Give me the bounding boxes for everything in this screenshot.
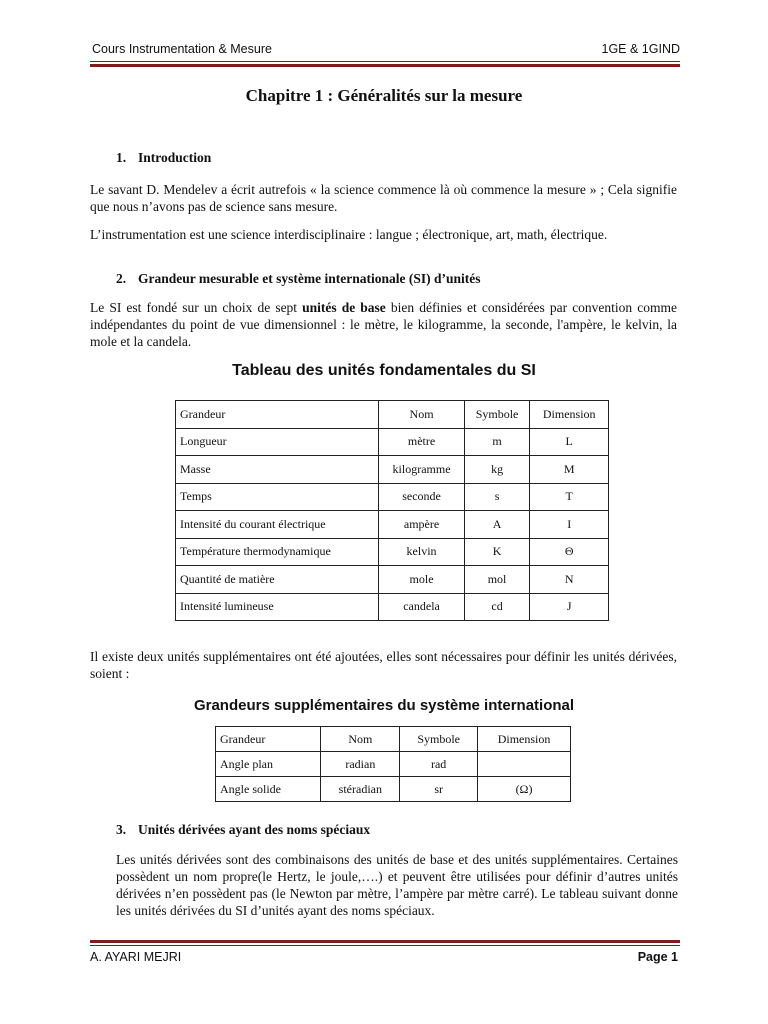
section-number: 3. xyxy=(116,822,127,837)
footer-page-number: Page 1 xyxy=(637,950,678,964)
table-cell: kelvin xyxy=(379,538,464,566)
table-cell: Température thermodynamique xyxy=(176,538,379,566)
table-cell: N xyxy=(530,566,609,594)
header-cell: Grandeur xyxy=(176,401,379,429)
table-cell: ampère xyxy=(379,511,464,539)
footer-author: A. AYARI MEJRI xyxy=(90,950,182,964)
table-row xyxy=(176,456,609,484)
si-base-units-table xyxy=(175,400,609,621)
table-cell: s xyxy=(464,483,530,511)
table-cell: candela xyxy=(379,593,464,621)
header-cell: Nom xyxy=(379,401,464,429)
section-number: 1. xyxy=(116,150,127,165)
table-cell: Intensité du courant électrique xyxy=(176,511,379,539)
table-row xyxy=(216,752,571,777)
intro-paragraph-2: L’instrumentation est une science interdisciplinaire : langue ; électronique, art, math, électrique. xyxy=(90,227,608,242)
section-heading-3 xyxy=(116,822,370,838)
footer-rule-thick xyxy=(90,940,680,943)
table2-title: Grandeurs supplémentaires du système international xyxy=(193,697,575,714)
si-p1-bold: unités de base xyxy=(302,300,386,315)
table1-title: Tableau des unités fondamentales du SI xyxy=(232,362,536,379)
table-cell: Intensité lumineuse xyxy=(176,593,379,621)
section-title: Grandeur mesurable et système internationale (SI) d’unités xyxy=(138,271,481,286)
section-heading-1 xyxy=(116,150,211,166)
header-course-title: Cours Instrumentation & Mesure xyxy=(92,42,272,56)
header-cell: Symbole xyxy=(400,727,478,752)
table-cell: kilogramme xyxy=(379,456,464,484)
page-header xyxy=(92,42,680,56)
table-cell: M xyxy=(530,456,609,484)
table-cell: A xyxy=(464,511,530,539)
si-supplementary-units-table xyxy=(215,726,571,802)
table-cell: rad xyxy=(400,752,478,777)
table-cell: radian xyxy=(321,752,400,777)
table-row xyxy=(176,428,609,456)
table-row xyxy=(216,777,571,802)
header-rule-thick xyxy=(90,64,680,67)
section-heading-2 xyxy=(116,271,480,287)
header-cell: Symbole xyxy=(464,401,530,429)
table-row xyxy=(176,566,609,594)
table-cell: Masse xyxy=(176,456,379,484)
header-rule-thin xyxy=(90,61,680,62)
table-row xyxy=(176,483,609,511)
table-row xyxy=(176,538,609,566)
table-cell: I xyxy=(530,511,609,539)
table-cell xyxy=(478,752,571,777)
header-cell: Dimension xyxy=(530,401,609,429)
table-header-row xyxy=(176,401,609,429)
table-row xyxy=(176,511,609,539)
header-cell: Dimension xyxy=(478,727,571,752)
table-cell: Longueur xyxy=(176,428,379,456)
table-cell: T xyxy=(530,483,609,511)
section-number: 2. xyxy=(116,271,127,286)
table-cell: kg xyxy=(464,456,530,484)
table-cell: Quantité de matière xyxy=(176,566,379,594)
header-cell: Nom xyxy=(321,727,400,752)
table-cell: Θ xyxy=(530,538,609,566)
table-cell: cd xyxy=(464,593,530,621)
table-cell: stéradian xyxy=(321,777,400,802)
table-cell: m xyxy=(464,428,530,456)
table-cell: sr xyxy=(400,777,478,802)
table-cell: (Ω) xyxy=(478,777,571,802)
table-cell: mol xyxy=(464,566,530,594)
section-title: Introduction xyxy=(138,150,212,165)
si-paragraph-1 xyxy=(90,299,677,350)
table-cell: mètre xyxy=(379,428,464,456)
table-cell: L xyxy=(530,428,609,456)
header-cell: Grandeur xyxy=(216,727,321,752)
section-title: Unités dérivées ayant des noms spéciaux xyxy=(138,822,371,837)
footer-rule-thin xyxy=(90,945,680,946)
table-row xyxy=(176,593,609,621)
table-cell: J xyxy=(530,593,609,621)
table-cell: seconde xyxy=(379,483,464,511)
si-paragraph-2: Il existe deux unités supplémentaires ont été ajoutées, elles sont nécessaires pour définir les unités dérivées, soient : xyxy=(90,649,677,681)
header-class-label: 1GE & 1GIND xyxy=(601,42,680,56)
intro-paragraph-1: Le savant D. Mendelev a écrit autrefois « la science commence là où commence la mesure » ; Cela signifie que nous n’avons pas de science sans mesure. xyxy=(90,182,677,214)
table-cell: Angle plan xyxy=(216,752,321,777)
page-footer xyxy=(90,950,678,964)
table-cell: mole xyxy=(379,566,464,594)
table-cell: Angle solide xyxy=(216,777,321,802)
derived-paragraph: Les unités dérivées sont des combinaisons des unités de base et des unités supplémentaires. Certaines possèdent un nom propre(le Hertz, le joule,….) et peuvent être utilisées pour définir d’autres unités dérivées n’en possèdent pas (le Newton par mètre, l’ampère par mètre carré). Le tableau suivant donne les unités dérivées du SI d’unités ayant des noms spéciaux. xyxy=(116,852,678,918)
table-cell: K xyxy=(464,538,530,566)
table-header-row xyxy=(216,727,571,752)
chapter-title: Chapitre 1 : Généralités sur la mesure xyxy=(245,86,523,105)
si-p1-text-b: bien définies et considérées par convention comme indépendantes du point de vue dimensionnel : le mètre, le kilogramme, la seconde, l'ampère, le kelvin, la mole et la candela. xyxy=(90,300,677,349)
si-p1-text-a: Le SI est fondé sur un choix de sept xyxy=(90,300,303,315)
table-cell: Temps xyxy=(176,483,379,511)
